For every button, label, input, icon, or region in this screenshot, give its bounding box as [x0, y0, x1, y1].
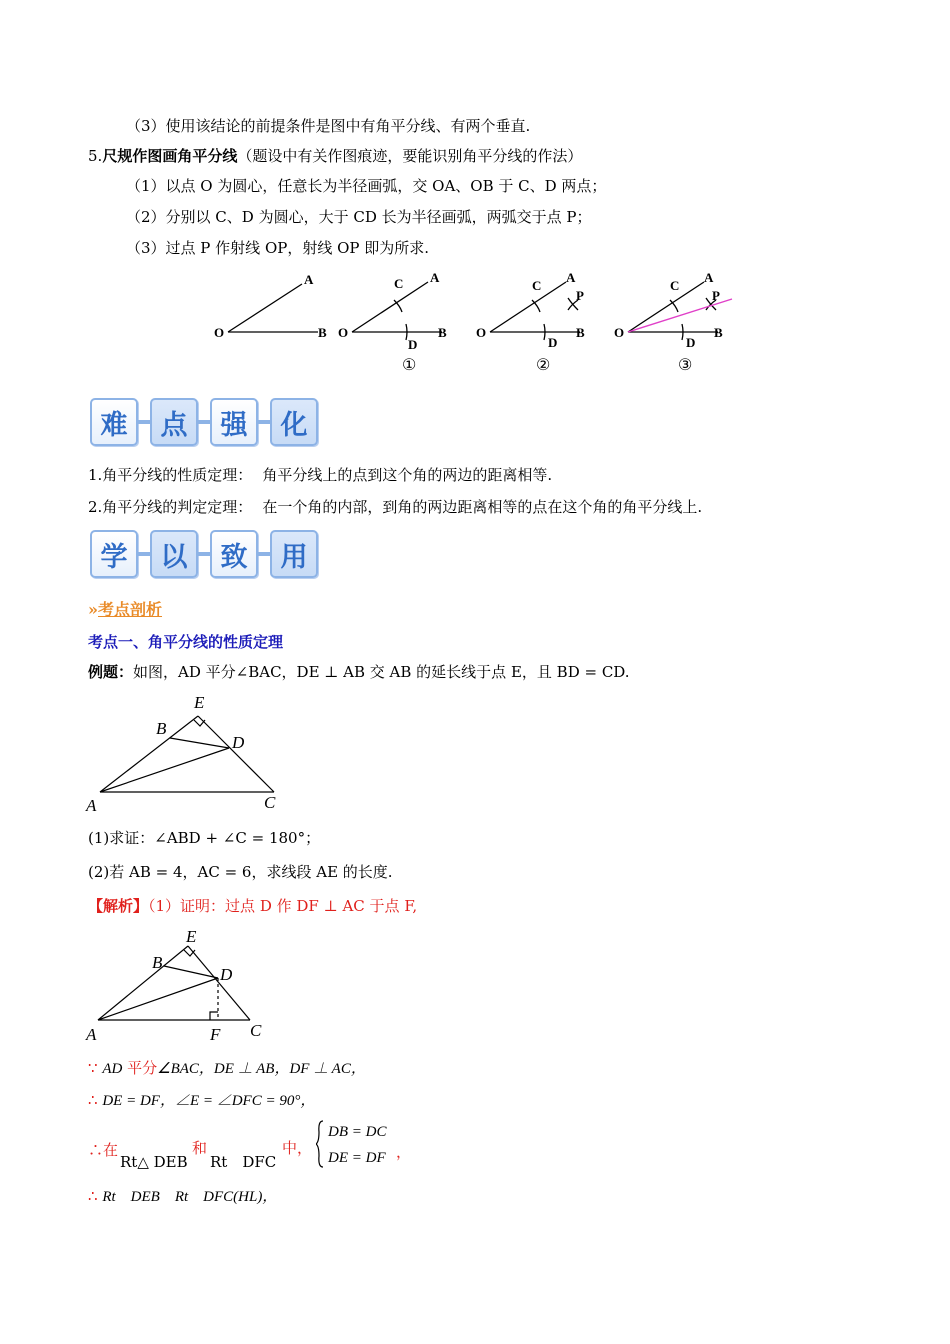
angle-bisector-construction-figure — [210, 262, 750, 378]
proof-line-2: ∴ DE = DF，∠E = ∠DFC = 90°， — [88, 1091, 316, 1109]
analysis-heading: »考点剖析 — [88, 600, 163, 619]
left-brace — [316, 1120, 324, 1168]
svg-text:O: O — [614, 325, 625, 340]
svg-text:P: P — [576, 288, 584, 303]
proof-line-3-triangle-1: Rt△ DEB — [120, 1153, 188, 1171]
svg-text:B: B — [152, 953, 163, 972]
svg-text:C: C — [532, 278, 542, 293]
theorem-2-title: 2.角平分线的判定定理： — [88, 498, 253, 516]
svg-text:O: O — [338, 325, 349, 340]
svg-text:O: O — [476, 325, 487, 340]
svg-text:A: A — [566, 270, 576, 285]
section-5-title: 尺规作图画角平分线 — [102, 147, 238, 165]
section-5-heading — [88, 146, 582, 166]
theorem-1-title: 1.角平分线的性质定理： — [88, 466, 253, 484]
svg-text:B: B — [438, 325, 447, 340]
svg-text:D: D — [548, 335, 558, 350]
segment-ae — [100, 716, 198, 792]
theorem-1-body: 角平分线上的点到这个角的两边的距离相等. — [262, 466, 553, 484]
svg-text:D: D — [232, 733, 245, 752]
segment-bd — [170, 738, 229, 748]
question-2: (2)若 AB = 4，AC = 6，求线段 AE 的长度. — [88, 863, 393, 881]
solution-text: （1）证明：过点 D 作 DF ⊥ AC 于点 F, — [148, 897, 418, 915]
segment-ec — [198, 716, 274, 792]
svg-text:B: B — [576, 325, 585, 340]
section-5-number: 5. — [88, 147, 103, 165]
svg-text:B: B — [156, 719, 167, 738]
system-equation-2: DE = DF — [328, 1150, 386, 1166]
svg-text:D: D — [686, 335, 696, 350]
banner-2-tile-2: 以 — [150, 530, 198, 578]
svg-text:C: C — [394, 276, 404, 291]
theorem-2 — [88, 497, 702, 517]
proof-line-1: ∵ AD 平分∠BAC，DE ⊥ AB，DF ⊥ AC， — [88, 1059, 366, 1077]
system-equation-1: DB = DC — [328, 1124, 387, 1140]
svg-text:F: F — [210, 1025, 221, 1044]
caption-1: ① — [402, 357, 417, 374]
label-a: A — [304, 272, 314, 287]
example-figure-1 — [84, 690, 284, 816]
construction-step-1: （1）以点 O 为圆心，任意长为半径画弧，交 OA、OB 于 C、D 两点； — [126, 177, 607, 195]
banner-1-tile-4: 化 — [270, 398, 318, 446]
svg-text:E: E — [194, 693, 205, 712]
construction-step-3: （3）过点 P 作射线 OP，射线 OP 即为所求. — [126, 239, 430, 257]
exam-point-1-title: 考点一、角平分线的性质定理 — [88, 633, 284, 651]
svg-text:C: C — [264, 793, 276, 812]
segment-ad — [100, 748, 229, 792]
banner-apply-learning — [90, 530, 318, 578]
question-1: (1)求证：∠ABD + ∠C = 180°； — [88, 829, 321, 847]
right-angle-mark-f — [210, 1012, 218, 1020]
solution-intro — [88, 896, 417, 916]
banner-2-tile-3: 致 — [210, 530, 258, 578]
example-statement — [88, 662, 630, 682]
proof-line-3-end: ， — [396, 1143, 412, 1161]
caption-2: ② — [536, 357, 551, 374]
svg-text:D: D — [408, 337, 418, 352]
svg-text:P: P — [712, 288, 720, 303]
svg-text:A: A — [430, 270, 440, 285]
svg-text:D: D — [220, 965, 233, 984]
item-3-text: （3）使用该结论的前提条件是图中有角平分线、有两个垂直. — [126, 117, 531, 135]
caption-3: ③ — [678, 357, 693, 374]
proof-line-4: ∴ Rt DEB Rt DFC(HL)， — [88, 1187, 278, 1205]
construction-step-2: （2）分别以 C、D 为圆心，大于 CD 长为半径画弧，两弧交于点 P； — [126, 208, 592, 226]
banner-1-tile-1: 难 — [90, 398, 138, 446]
svg-text:A: A — [704, 270, 714, 285]
banner-2-tile-4: 用 — [270, 530, 318, 578]
banner-difficult-points — [90, 398, 318, 446]
example-label: 例题： — [88, 663, 134, 681]
solution-figure-2 — [84, 926, 274, 1046]
because-symbol: ∵ — [88, 1059, 98, 1077]
section-5-note: （题设中有关作图痕迹，要能识别角平分线的作法） — [237, 147, 583, 165]
banner-1-tile-2: 点 — [150, 398, 198, 446]
banner-1-tile-3: 强 — [210, 398, 258, 446]
solution-tag: 【解析】 — [88, 897, 149, 915]
proof-line-3: ∴在 — [88, 1141, 119, 1159]
svg-text:A: A — [86, 1025, 97, 1044]
proof-line-3-mid: 中， — [282, 1139, 313, 1157]
example-text: 如图，AD 平分∠BAC，DE ⊥ AB 交 AB 的延长线于点 E，且 BD = CD. — [133, 663, 630, 681]
svg-text:C: C — [670, 278, 680, 293]
svg-text:B: B — [714, 325, 723, 340]
double-chevron-icon: » — [88, 600, 98, 619]
ray-oa — [228, 284, 302, 332]
svg-text:C: C — [250, 1021, 262, 1040]
banner-2-tile-1: 学 — [90, 530, 138, 578]
proof-line-3-and: 和 — [192, 1139, 208, 1157]
therefore-symbol: ∴ — [88, 1091, 98, 1109]
label-o: O — [214, 325, 225, 340]
svg-text:A: A — [86, 796, 97, 815]
theorem-2-body: 在一个角的内部，到角的两边距离相等的点在这个角的角平分线上. — [262, 498, 703, 516]
proof-line-3-triangle-2: Rt DFC — [210, 1153, 277, 1171]
label-b: B — [318, 325, 327, 340]
theorem-1 — [88, 465, 552, 485]
svg-text:E: E — [186, 927, 197, 946]
